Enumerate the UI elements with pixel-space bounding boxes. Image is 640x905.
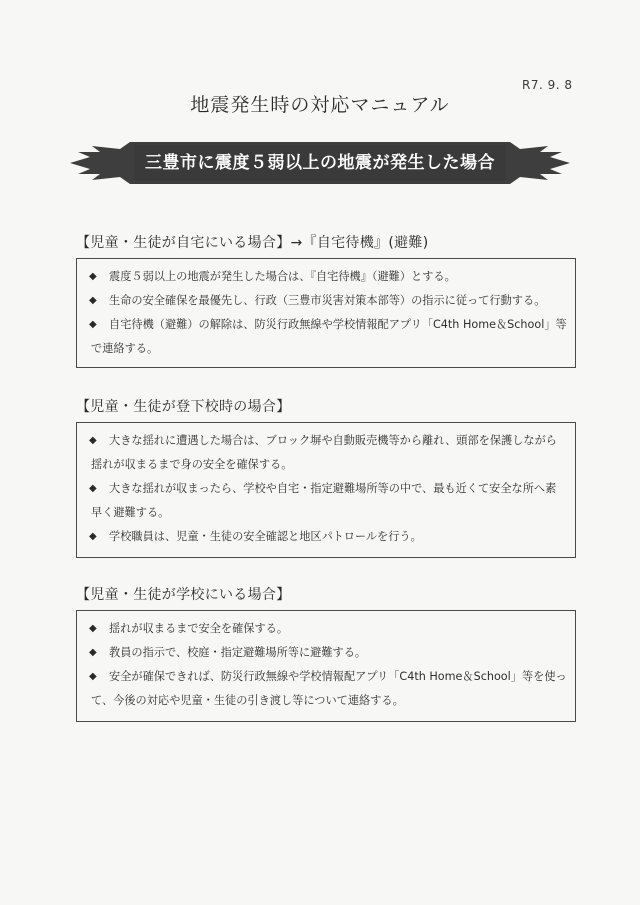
section-heading-at-school: 【児童・生徒が学校にいる場合】 — [76, 587, 291, 603]
list-item: ◆ 教員の指示で、校庭・指定避難場所等に避難する。 — [85, 641, 567, 665]
list-item: ◆ 大きな揺れが収まったら、学校や自宅・指定避難場所等の中で、最も近くて安全な所へ素早く避難する。 — [85, 477, 567, 525]
diamond-bullet-icon: ◆ — [89, 271, 97, 282]
section-box-at-home — [76, 258, 576, 368]
diamond-bullet-icon: ◆ — [89, 623, 97, 634]
banner-text: 三豊市に震度５弱以上の地震が発生した場合 — [145, 153, 495, 173]
diamond-bullet-icon: ◆ — [89, 319, 97, 330]
list-item: ◆ 自宅待機（避難）の解除は、防災行政無線や学校情報配アプリ「C4th Home＆School」等で連絡する。 — [85, 313, 567, 361]
section-heading-at-home: 【児童・生徒が自宅にいる場合】→『自宅待機』(避難) — [76, 235, 429, 251]
page-title: 地震発生時の対応マニュアル — [190, 94, 450, 116]
list-item: ◆ 学校職員は、児童・生徒の安全確認と地区パトロールを行う。 — [85, 525, 567, 549]
headline-banner — [70, 140, 570, 186]
diamond-bullet-icon: ◆ — [89, 671, 97, 682]
diamond-bullet-icon: ◆ — [89, 483, 97, 494]
list-item: ◆ 安全が確保できれば、防災行政無線や学校情報配アプリ「C4th Home＆School」等を使って、今後の対応や児童・生徒の引き渡し等について連絡する。 — [85, 665, 567, 713]
section-heading-commuting: 【児童・生徒が登下校時の場合】 — [76, 399, 291, 415]
list-item: ◆ 揺れが収まるまで安全を確保する。 — [85, 617, 567, 641]
diamond-bullet-icon: ◆ — [89, 531, 97, 542]
list-item: ◆ 震度５弱以上の地震が発生した場合は、『自宅待機』（避難）とする。 — [85, 265, 567, 289]
diamond-bullet-icon: ◆ — [89, 295, 97, 306]
document-date: R7. 9. 8 — [522, 78, 573, 92]
section-box-commuting — [76, 422, 576, 558]
diamond-bullet-icon: ◆ — [89, 647, 97, 658]
diamond-bullet-icon: ◆ — [89, 435, 97, 446]
section-box-at-school — [76, 610, 576, 722]
list-item: ◆ 生命の安全確保を最優先し、行政（三豊市災害対策本部等）の指示に従って行動する。 — [85, 289, 567, 313]
list-item: ◆ 大きな揺れに遭遇した場合は、ブロック塀や自動販売機等から離れ、頭部を保護しながら揺れが収まるまで身の安全を確保する。 — [85, 429, 567, 477]
